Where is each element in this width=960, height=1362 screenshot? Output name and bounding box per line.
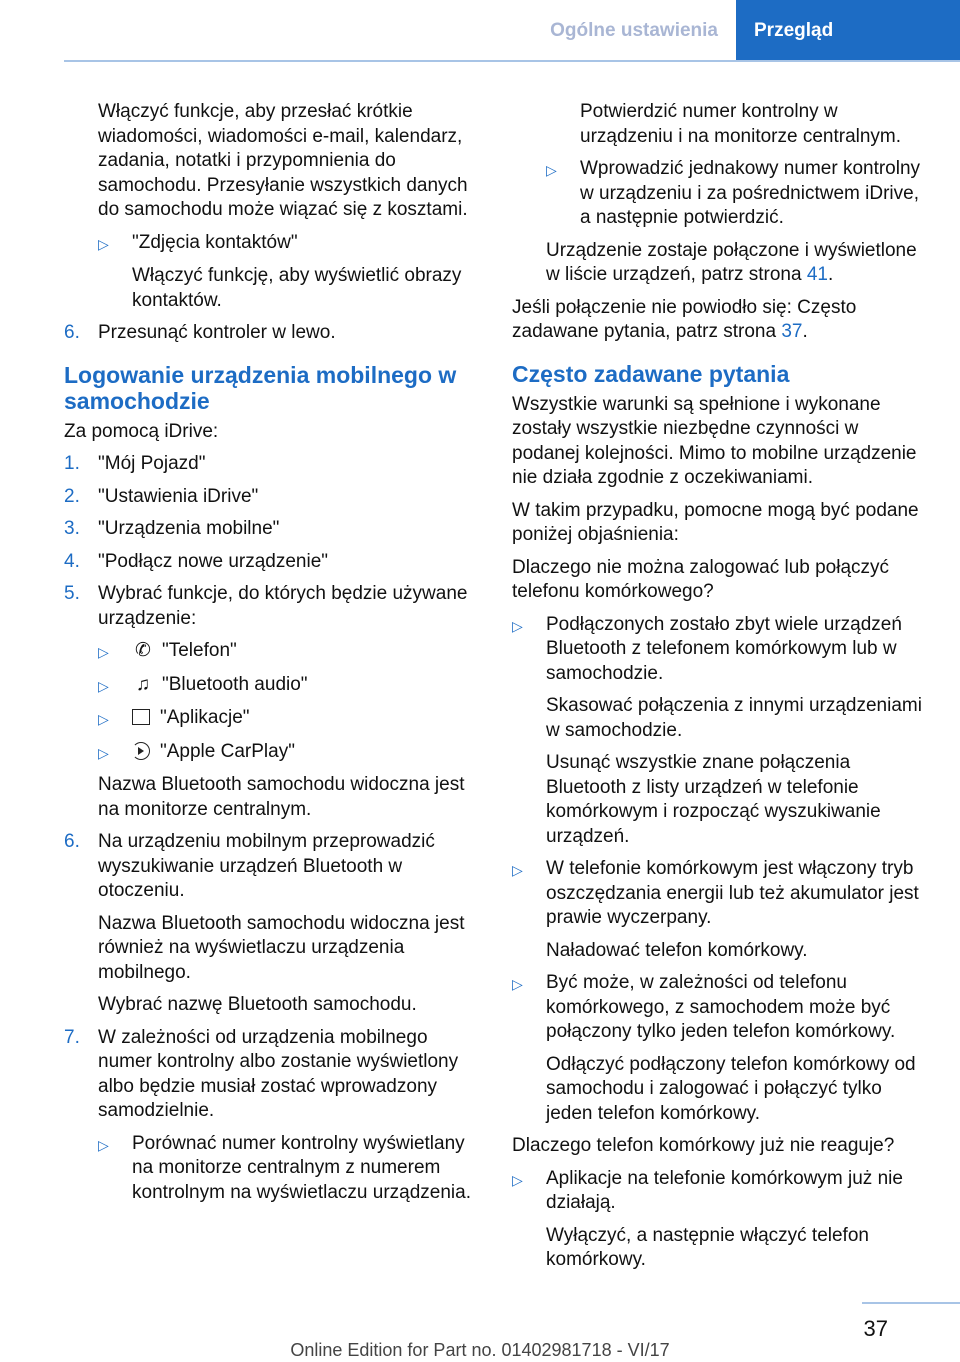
function-apps: "Aplikacje" (160, 707, 250, 728)
paragraph: Odłączyć podłączony telefon komórkowy od samochodu i zalogować i połączyć tylko jeden telefon komórkowy. (546, 1053, 916, 1124)
paragraph: Za pomocą iDrive: (64, 420, 219, 442)
step-text: Wybrać funkcje, do których będzie używane urządzenie: (98, 583, 468, 629)
bullet-triangle-icon: ▷ (512, 976, 523, 992)
right-column (512, 100, 928, 1281)
question: Dlaczego telefon komórkowy już nie reaguje? (512, 1135, 895, 1156)
music-note-icon: ♫ (135, 673, 151, 695)
bullet-item (64, 740, 480, 766)
bullet-text: Porównać numer kontrolny wyświetlany na monitorze centralnym z numerem kontrolnym na wyświetlaczu urządzenia. (132, 1132, 471, 1203)
section-heading: Logowanie urządzenia mobilnego w samochodzie (64, 361, 457, 414)
step-number: 6. (64, 322, 80, 343)
paragraph: Wszystkie warunki są spełnione i wykonane zostały wszystkie niezbędne czynności w podanej kolejności. Mimo to mobilne urządzenie nie działa zgodnie z oczekiwaniami. (512, 393, 917, 488)
bullet-triangle-icon: ▷ (98, 711, 109, 727)
page-link[interactable]: 37 (781, 321, 803, 342)
bullet-item (512, 157, 928, 231)
page-link[interactable]: 41 (806, 264, 828, 285)
paragraph: Wyłączyć, a następnie włączyć telefon komórkowy. (546, 1224, 869, 1270)
header-divider (64, 60, 960, 62)
step-item (64, 452, 480, 477)
bullet-triangle-icon: ▷ (98, 235, 109, 252)
bullet-triangle-icon: ▷ (512, 862, 523, 878)
bullet-triangle-icon: ▷ (98, 1136, 109, 1153)
step-item (64, 830, 480, 904)
bullet-item (512, 1167, 928, 1216)
paragraph: Naładować telefon komórkowy. (546, 939, 808, 961)
paragraph: Potwierdzić numer kontrolny w urządzeniu i na monitorze centralnym. (580, 101, 902, 147)
bullet-triangle-icon: ▷ (98, 644, 109, 660)
function-phone: "Telefon" (162, 640, 237, 661)
paragraph: Usunąć wszystkie znane połączenia Bluetooth z listy urządzeń w telefonie komórkowym i rozpocząć wyszukiwanie urządzeń. (546, 752, 881, 847)
step-item (64, 517, 480, 542)
step-item (64, 1026, 480, 1124)
step-text: "Urządzenia mobilne" (98, 518, 280, 539)
step-text: W zależności od urządzenia mobilnego numer kontrolny albo zostanie wyświetlony albo będzie musiał zostać wprowadzony samodzielnie. (98, 1026, 459, 1121)
function-audio: "Bluetooth audio" (162, 673, 308, 695)
step-number: 3. (64, 518, 80, 539)
section-heading: Często zadawane pytania (512, 360, 790, 387)
step-item (64, 485, 480, 510)
paragraph: W takim przypadku, pomocne mogą być podane poniżej objaśnienia: (512, 499, 919, 545)
bullet-text: W telefonie komórkowym jest włączony tryb oszczędzania energii lub też akumulator jest prawie wyczerpany. (546, 858, 919, 928)
bullet-triangle-icon: ▷ (98, 677, 109, 694)
paragraph: Włączyć funkcje, aby przesłać krótkie wiadomości, wiadomości e-mail, kalendarz, zadania, notatki i przypomnienia do samochodu. Przesyłanie wszystkich danych do samochodu może wiązać się z kosztami. (98, 101, 468, 220)
header-section-overview[interactable]: Przegląd (736, 0, 960, 62)
step-item (64, 550, 480, 575)
left-column (64, 100, 480, 1213)
question: Dlaczego nie można zalogować lub połączyć telefonu komórkowego? (512, 556, 890, 602)
step-number: 5. (64, 583, 80, 604)
step-text: "Ustawienia iDrive" (98, 485, 259, 507)
step-number: 6. (64, 831, 80, 852)
bullet-text: Być może, w zależności od telefonu komórkowego, z samochodem może być połączony tylko jeden telefon komórkowy. (546, 972, 896, 1042)
function-carplay: "Apple CarPlay" (160, 740, 295, 762)
bullet-triangle-icon: ▷ (98, 744, 109, 761)
bullet-item (64, 1132, 480, 1206)
step-text: "Mój Pojazd" (98, 453, 206, 474)
paragraph: Nazwa Bluetooth samochodu widoczna jest na monitorze centralnym. (98, 774, 465, 820)
paragraph: Nazwa Bluetooth samochodu widoczna jest również na wyświetlaczu urządzenia mobilnego. (98, 912, 465, 983)
step-item (64, 582, 480, 631)
bullet-text: "Zdjęcia kontaktów" (132, 231, 298, 253)
apps-icon (132, 709, 150, 725)
step-number: 7. (64, 1026, 80, 1048)
step-item (64, 321, 480, 346)
bullet-item (64, 673, 480, 699)
header-section-general-settings[interactable]: Ogólne ustawienia (550, 20, 718, 41)
bullet-item (512, 613, 928, 687)
footer-edition: Online Edition for Part no. 01402981718 - VI/17 (290, 1340, 670, 1360)
bullet-text: Wprowadzić jednakowy numer kontrolny w urządzeniu i za pośrednictwem iDrive, a następnie potwierdzić. (580, 158, 921, 228)
bullet-triangle-icon: ▷ (512, 617, 523, 634)
step-number: 1. (64, 453, 80, 474)
bullet-item (64, 231, 480, 257)
page-header (532, 0, 960, 62)
paragraph: Urządzenie zostaje połączone i wyświetlone w liście urządzeń, patrz strona 41. (546, 239, 917, 285)
carplay-icon (132, 742, 150, 760)
bullet-item (512, 971, 928, 1045)
step-text: "Podłącz nowe urządzenie" (98, 550, 329, 572)
step-number: 4. (64, 550, 80, 572)
paragraph: Jeśli połączenie nie powiodło się: Często zadawane pytania, patrz strona 37. (512, 296, 857, 342)
paragraph: Włączyć funkcję, aby wyświetlić obrazy kontaktów. (132, 265, 462, 311)
bullet-text: Podłączonych zostało zbyt wiele urządzeń Bluetooth z telefonem komórkowym lub w samochodzie. (546, 613, 902, 684)
step-text: Przesunąć kontroler w lewo. (98, 322, 336, 343)
paragraph: Wybrać nazwę Bluetooth samochodu. (98, 994, 417, 1015)
paragraph: Skasować połączenia z innymi urządzeniami w samochodzie. (546, 695, 922, 741)
step-number: 2. (64, 485, 80, 507)
bullet-text: Aplikacje na telefonie komórkowym już nie działają. (546, 1167, 903, 1213)
page-number: 37 (863, 1316, 888, 1341)
bullet-triangle-icon: ▷ (546, 162, 557, 178)
page-number-rule (862, 1302, 960, 1304)
bullet-item (64, 639, 480, 665)
step-text: Na urządzeniu mobilnym przeprowadzić wyszukiwanie urządzeń Bluetooth w otoczeniu. (98, 831, 435, 901)
bullet-item (512, 857, 928, 931)
bullet-triangle-icon: ▷ (512, 1171, 523, 1188)
bullet-item (64, 706, 480, 732)
phone-icon: ✆ (135, 640, 151, 661)
